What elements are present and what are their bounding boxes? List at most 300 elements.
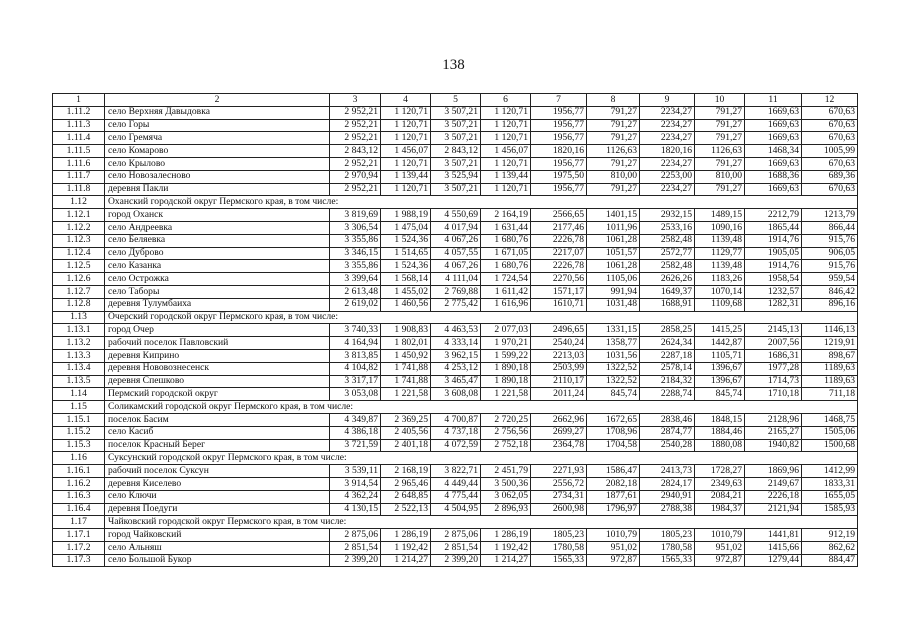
settlement-name: село Крылово <box>105 157 330 170</box>
value-cell: 2011,24 <box>531 388 587 401</box>
value-cell: 1322,52 <box>587 375 640 388</box>
row-code: 1.17.3 <box>53 554 105 567</box>
group-row <box>53 452 858 465</box>
group-title: Соликамский городской округ Пермского края, в том числе: <box>105 401 858 414</box>
table-row <box>53 273 858 286</box>
value-cell: 1401,15 <box>587 209 640 222</box>
row-code: 1.11.3 <box>53 119 105 132</box>
value-cell: 2226,78 <box>531 234 587 247</box>
value-cell: 1219,91 <box>802 337 858 350</box>
value-cell: 2734,31 <box>531 490 587 503</box>
value-cell: 2149,67 <box>745 477 802 490</box>
value-cell: 1 450,92 <box>381 349 431 362</box>
value-cell: 4 111,04 <box>431 273 481 286</box>
value-cell: 1 680,76 <box>481 234 531 247</box>
value-cell: 1672,65 <box>587 413 640 426</box>
value-cell: 1468,34 <box>745 145 802 158</box>
row-code: 1.16 <box>53 452 105 465</box>
value-cell: 1884,46 <box>695 426 745 439</box>
header-cell: 6 <box>481 94 531 107</box>
value-cell: 2 952,21 <box>330 183 381 196</box>
header-row <box>53 94 858 107</box>
header-cell: 9 <box>640 94 695 107</box>
value-cell: 866,44 <box>802 221 858 234</box>
value-cell: 1 120,71 <box>481 157 531 170</box>
value-cell: 1869,96 <box>745 465 802 478</box>
value-cell: 2699,27 <box>531 426 587 439</box>
value-cell: 4 253,12 <box>431 362 481 375</box>
value-cell: 2 077,03 <box>481 324 531 337</box>
value-cell: 2007,56 <box>745 337 802 350</box>
value-cell: 3 721,59 <box>330 439 381 452</box>
value-cell: 1877,61 <box>587 490 640 503</box>
value-cell: 1956,77 <box>531 119 587 132</box>
table-row <box>53 119 858 132</box>
value-cell: 1189,63 <box>802 362 858 375</box>
value-cell: 1688,91 <box>640 298 695 311</box>
row-code: 1.16.3 <box>53 490 105 503</box>
value-cell: 1 890,18 <box>481 362 531 375</box>
value-cell: 1 120,71 <box>481 132 531 145</box>
value-cell: 791,27 <box>587 183 640 196</box>
value-cell: 1780,58 <box>640 541 695 554</box>
table-row <box>53 298 858 311</box>
value-cell: 1984,37 <box>695 503 745 516</box>
value-cell: 1686,31 <box>745 349 802 362</box>
table-row <box>53 285 858 298</box>
value-cell: 1213,79 <box>802 209 858 222</box>
row-code: 1.12.5 <box>53 260 105 273</box>
settlement-name: село Таборы <box>105 285 330 298</box>
row-code: 1.16.2 <box>53 477 105 490</box>
value-cell: 1956,77 <box>531 183 587 196</box>
value-cell: 845,74 <box>587 388 640 401</box>
settlement-name: деревня Спешково <box>105 375 330 388</box>
value-cell: 1 221,58 <box>381 388 431 401</box>
value-cell: 1441,81 <box>745 529 802 542</box>
table-row <box>53 503 858 516</box>
value-cell: 791,27 <box>587 157 640 170</box>
value-cell: 1189,63 <box>802 375 858 388</box>
table-row <box>53 247 858 260</box>
value-cell: 1 741,88 <box>381 362 431 375</box>
table-row <box>53 362 858 375</box>
group-title: Чайковский городской округ Пермского края, в том числе: <box>105 516 858 529</box>
value-cell: 896,16 <box>802 298 858 311</box>
value-cell: 2217,07 <box>531 247 587 260</box>
value-cell: 1279,44 <box>745 554 802 567</box>
value-cell: 1669,63 <box>745 183 802 196</box>
value-cell: 2838,46 <box>640 413 695 426</box>
value-cell: 1 460,56 <box>381 298 431 311</box>
value-cell: 2 752,18 <box>481 439 531 452</box>
table-row <box>53 477 858 490</box>
settlement-name: село Казанка <box>105 260 330 273</box>
value-cell: 1 524,36 <box>381 260 431 273</box>
value-cell: 1 192,42 <box>381 541 431 554</box>
value-cell: 3 819,69 <box>330 209 381 222</box>
value-cell: 3 507,21 <box>431 119 481 132</box>
table-row <box>53 465 858 478</box>
value-cell: 4 449,44 <box>431 477 481 490</box>
value-cell: 1 139,44 <box>481 170 531 183</box>
row-code: 1.17.1 <box>53 529 105 542</box>
value-cell: 1956,77 <box>531 157 587 170</box>
value-cell: 2184,32 <box>640 375 695 388</box>
value-cell: 1940,82 <box>745 439 802 452</box>
value-cell: 3 317,17 <box>330 375 381 388</box>
header-cell: 10 <box>695 94 745 107</box>
value-cell: 2 896,93 <box>481 503 531 516</box>
value-cell: 3 053,08 <box>330 388 381 401</box>
value-cell: 1 475,04 <box>381 221 431 234</box>
value-cell: 915,76 <box>802 234 858 247</box>
value-cell: 2349,63 <box>695 477 745 490</box>
value-cell: 2 756,56 <box>481 426 531 439</box>
row-code: 1.17 <box>53 516 105 529</box>
value-cell: 4 386,18 <box>330 426 381 439</box>
row-code: 1.11.4 <box>53 132 105 145</box>
value-cell: 1105,71 <box>695 349 745 362</box>
value-cell: 1322,52 <box>587 362 640 375</box>
settlement-name: деревня Нововознесенск <box>105 362 330 375</box>
value-cell: 2 843,12 <box>431 145 481 158</box>
row-code: 1.13.2 <box>53 337 105 350</box>
value-cell: 2788,38 <box>640 503 695 516</box>
value-cell: 2212,79 <box>745 209 802 222</box>
value-cell: 1010,79 <box>695 529 745 542</box>
value-cell: 1710,18 <box>745 388 802 401</box>
table-row <box>53 157 858 170</box>
value-cell: 4 067,26 <box>431 234 481 247</box>
value-cell: 884,47 <box>802 554 858 567</box>
value-cell: 3 355,86 <box>330 260 381 273</box>
value-cell: 4 067,26 <box>431 260 481 273</box>
settlement-name: село Касиб <box>105 426 330 439</box>
value-cell: 2 164,19 <box>481 209 531 222</box>
value-cell: 2 613,48 <box>330 285 381 298</box>
value-cell: 2271,93 <box>531 465 587 478</box>
value-cell: 4 104,82 <box>330 362 381 375</box>
value-cell: 4 349,87 <box>330 413 381 426</box>
value-cell: 2540,24 <box>531 337 587 350</box>
value-cell: 3 306,54 <box>330 221 381 234</box>
settlement-name: Пермский городской округ <box>105 388 330 401</box>
table-row <box>53 529 858 542</box>
value-cell: 2858,25 <box>640 324 695 337</box>
value-cell: 4 017,94 <box>431 221 481 234</box>
row-code: 1.13 <box>53 311 105 324</box>
value-cell: 2 401,18 <box>381 439 431 452</box>
value-cell: 1914,76 <box>745 234 802 247</box>
value-cell: 2874,77 <box>640 426 695 439</box>
value-cell: 670,63 <box>802 183 858 196</box>
value-cell: 791,27 <box>695 132 745 145</box>
table-row <box>53 554 858 567</box>
value-cell: 1 611,42 <box>481 285 531 298</box>
table-row <box>53 375 858 388</box>
value-cell: 1565,33 <box>640 554 695 567</box>
table-row <box>53 324 858 337</box>
value-cell: 912,19 <box>802 529 858 542</box>
value-cell: 2 399,20 <box>431 554 481 567</box>
value-cell: 3 822,71 <box>431 465 481 478</box>
value-cell: 3 525,94 <box>431 170 481 183</box>
row-code: 1.11.2 <box>53 106 105 119</box>
value-cell: 1 286,19 <box>481 529 531 542</box>
value-cell: 2540,28 <box>640 439 695 452</box>
value-cell: 2287,18 <box>640 349 695 362</box>
value-cell: 2626,26 <box>640 273 695 286</box>
value-cell: 1005,99 <box>802 145 858 158</box>
value-cell: 862,62 <box>802 541 858 554</box>
value-cell: 845,74 <box>695 388 745 401</box>
value-cell: 1331,15 <box>587 324 640 337</box>
value-cell: 4 737,18 <box>431 426 481 439</box>
settlement-name: город Оханск <box>105 209 330 222</box>
group-title: Оханский городской округ Пермского края, в том числе: <box>105 196 858 209</box>
row-code: 1.13.5 <box>53 375 105 388</box>
settlement-name: деревня Поедуги <box>105 503 330 516</box>
value-cell: 1061,28 <box>587 260 640 273</box>
value-cell: 1820,16 <box>640 145 695 158</box>
value-cell: 991,94 <box>587 285 640 298</box>
value-cell: 1126,63 <box>695 145 745 158</box>
value-cell: 2503,99 <box>531 362 587 375</box>
value-cell: 1183,26 <box>695 273 745 286</box>
value-cell: 2234,27 <box>640 132 695 145</box>
value-cell: 4 130,15 <box>330 503 381 516</box>
value-cell: 2 952,21 <box>330 119 381 132</box>
tariff-table <box>52 93 858 567</box>
value-cell: 1833,31 <box>802 477 858 490</box>
table-row <box>53 132 858 145</box>
value-cell: 1415,25 <box>695 324 745 337</box>
table-row <box>53 337 858 350</box>
value-cell: 2145,13 <box>745 324 802 337</box>
group-title: Суксунский городской округ Пермского края, в том числе: <box>105 452 858 465</box>
table-row <box>53 541 858 554</box>
value-cell: 915,76 <box>802 260 858 273</box>
row-code: 1.13.3 <box>53 349 105 362</box>
table-row <box>53 260 858 273</box>
value-cell: 1956,77 <box>531 132 587 145</box>
value-cell: 791,27 <box>587 132 640 145</box>
group-row <box>53 196 858 209</box>
value-cell: 2 843,12 <box>330 145 381 158</box>
value-cell: 972,87 <box>695 554 745 567</box>
value-cell: 2 952,21 <box>330 106 381 119</box>
value-cell: 1880,08 <box>695 439 745 452</box>
value-cell: 1977,28 <box>745 362 802 375</box>
value-cell: 1412,99 <box>802 465 858 478</box>
value-cell: 1669,63 <box>745 132 802 145</box>
settlement-name: деревня Тулумбаиха <box>105 298 330 311</box>
value-cell: 2 775,42 <box>431 298 481 311</box>
settlement-name: село Альняш <box>105 541 330 554</box>
value-cell: 1468,75 <box>802 413 858 426</box>
value-cell: 810,00 <box>587 170 640 183</box>
value-cell: 4 775,44 <box>431 490 481 503</box>
row-code: 1.16.4 <box>53 503 105 516</box>
value-cell: 1714,73 <box>745 375 802 388</box>
settlement-name: село Гремяча <box>105 132 330 145</box>
value-cell: 670,63 <box>802 157 858 170</box>
table-row <box>53 426 858 439</box>
value-cell: 2413,73 <box>640 465 695 478</box>
value-cell: 972,87 <box>587 554 640 567</box>
value-cell: 1 214,27 <box>381 554 431 567</box>
value-cell: 1 120,71 <box>481 183 531 196</box>
row-code: 1.12.2 <box>53 221 105 234</box>
value-cell: 1070,14 <box>695 285 745 298</box>
value-cell: 2234,27 <box>640 157 695 170</box>
value-cell: 4 550,69 <box>431 209 481 222</box>
table-row <box>53 145 858 158</box>
value-cell: 2082,18 <box>587 477 640 490</box>
value-cell: 1232,57 <box>745 285 802 298</box>
row-code: 1.11.8 <box>53 183 105 196</box>
value-cell: 2 720,25 <box>481 413 531 426</box>
value-cell: 2226,78 <box>531 260 587 273</box>
table-row <box>53 439 858 452</box>
value-cell: 3 813,85 <box>330 349 381 362</box>
value-cell: 1655,05 <box>802 490 858 503</box>
value-cell: 1 802,01 <box>381 337 431 350</box>
value-cell: 2 952,21 <box>330 132 381 145</box>
settlement-name: село Андреевка <box>105 221 330 234</box>
value-cell: 1796,97 <box>587 503 640 516</box>
value-cell: 1031,56 <box>587 349 640 362</box>
value-cell: 951,02 <box>587 541 640 554</box>
value-cell: 3 399,64 <box>330 273 381 286</box>
value-cell: 1820,16 <box>531 145 587 158</box>
value-cell: 1 456,07 <box>381 145 431 158</box>
value-cell: 1 724,54 <box>481 273 531 286</box>
row-code: 1.13.1 <box>53 324 105 337</box>
value-cell: 1415,66 <box>745 541 802 554</box>
value-cell: 2234,27 <box>640 183 695 196</box>
value-cell: 791,27 <box>587 119 640 132</box>
value-cell: 846,42 <box>802 285 858 298</box>
value-cell: 791,27 <box>587 106 640 119</box>
value-cell: 2213,03 <box>531 349 587 362</box>
value-cell: 1011,96 <box>587 221 640 234</box>
value-cell: 2110,17 <box>531 375 587 388</box>
value-cell: 1585,93 <box>802 503 858 516</box>
value-cell: 4 057,55 <box>431 247 481 260</box>
value-cell: 4 164,94 <box>330 337 381 350</box>
value-cell: 4 362,24 <box>330 490 381 503</box>
value-cell: 4 700,87 <box>431 413 481 426</box>
value-cell: 1 456,07 <box>481 145 531 158</box>
table-row <box>53 221 858 234</box>
row-code: 1.17.2 <box>53 541 105 554</box>
value-cell: 1 286,19 <box>381 529 431 542</box>
value-cell: 2 875,06 <box>431 529 481 542</box>
value-cell: 4 072,59 <box>431 439 481 452</box>
value-cell: 1 988,19 <box>381 209 431 222</box>
value-cell: 1 221,58 <box>481 388 531 401</box>
value-cell: 2 970,94 <box>330 170 381 183</box>
value-cell: 2932,15 <box>640 209 695 222</box>
value-cell: 1061,28 <box>587 234 640 247</box>
page-number: 138 <box>442 57 465 73</box>
value-cell: 1688,36 <box>745 170 802 183</box>
value-cell: 1 120,71 <box>381 157 431 170</box>
value-cell: 3 914,54 <box>330 477 381 490</box>
row-code: 1.11.7 <box>53 170 105 183</box>
header-cell: 3 <box>330 94 381 107</box>
value-cell: 2084,21 <box>695 490 745 503</box>
table-row <box>53 170 858 183</box>
value-cell: 2 965,46 <box>381 477 431 490</box>
value-cell: 1 599,22 <box>481 349 531 362</box>
row-code: 1.12 <box>53 196 105 209</box>
value-cell: 1 631,44 <box>481 221 531 234</box>
value-cell: 1 120,71 <box>481 106 531 119</box>
value-cell: 1031,48 <box>587 298 640 311</box>
value-cell: 2253,00 <box>640 170 695 183</box>
settlement-name: рабочий поселок Суксун <box>105 465 330 478</box>
value-cell: 2234,27 <box>640 119 695 132</box>
value-cell: 1 139,44 <box>381 170 431 183</box>
table-body <box>53 106 858 567</box>
value-cell: 959,54 <box>802 273 858 286</box>
value-cell: 1914,76 <box>745 260 802 273</box>
value-cell: 1 616,96 <box>481 298 531 311</box>
value-cell: 2600,98 <box>531 503 587 516</box>
header-cell: 11 <box>745 94 802 107</box>
settlement-name: село Новозалесново <box>105 170 330 183</box>
value-cell: 670,63 <box>802 119 858 132</box>
row-code: 1.15 <box>53 401 105 414</box>
value-cell: 2 522,13 <box>381 503 431 516</box>
value-cell: 1109,68 <box>695 298 745 311</box>
value-cell: 1010,79 <box>587 529 640 542</box>
header-cell: 8 <box>587 94 640 107</box>
value-cell: 2624,34 <box>640 337 695 350</box>
value-cell: 2 952,21 <box>330 157 381 170</box>
value-cell: 1708,96 <box>587 426 640 439</box>
value-cell: 1129,77 <box>695 247 745 260</box>
value-cell: 1489,15 <box>695 209 745 222</box>
value-cell: 1 120,71 <box>381 119 431 132</box>
value-cell: 1780,58 <box>531 541 587 554</box>
value-cell: 1126,63 <box>587 145 640 158</box>
value-cell: 1 680,76 <box>481 260 531 273</box>
row-code: 1.12.8 <box>53 298 105 311</box>
row-code: 1.11.5 <box>53 145 105 158</box>
header-cell: 12 <box>802 94 858 107</box>
group-row <box>53 401 858 414</box>
row-code: 1.13.4 <box>53 362 105 375</box>
value-cell: 1 908,83 <box>381 324 431 337</box>
value-cell: 1 890,18 <box>481 375 531 388</box>
value-cell: 791,27 <box>695 119 745 132</box>
settlement-name: село Ключи <box>105 490 330 503</box>
value-cell: 1 120,71 <box>381 132 431 145</box>
value-cell: 1956,77 <box>531 106 587 119</box>
value-cell: 2177,46 <box>531 221 587 234</box>
value-cell: 2582,48 <box>640 260 695 273</box>
row-code: 1.11.6 <box>53 157 105 170</box>
value-cell: 791,27 <box>695 157 745 170</box>
row-code: 1.15.1 <box>53 413 105 426</box>
value-cell: 1139,48 <box>695 260 745 273</box>
settlement-name: село Беляевка <box>105 234 330 247</box>
value-cell: 3 539,11 <box>330 465 381 478</box>
